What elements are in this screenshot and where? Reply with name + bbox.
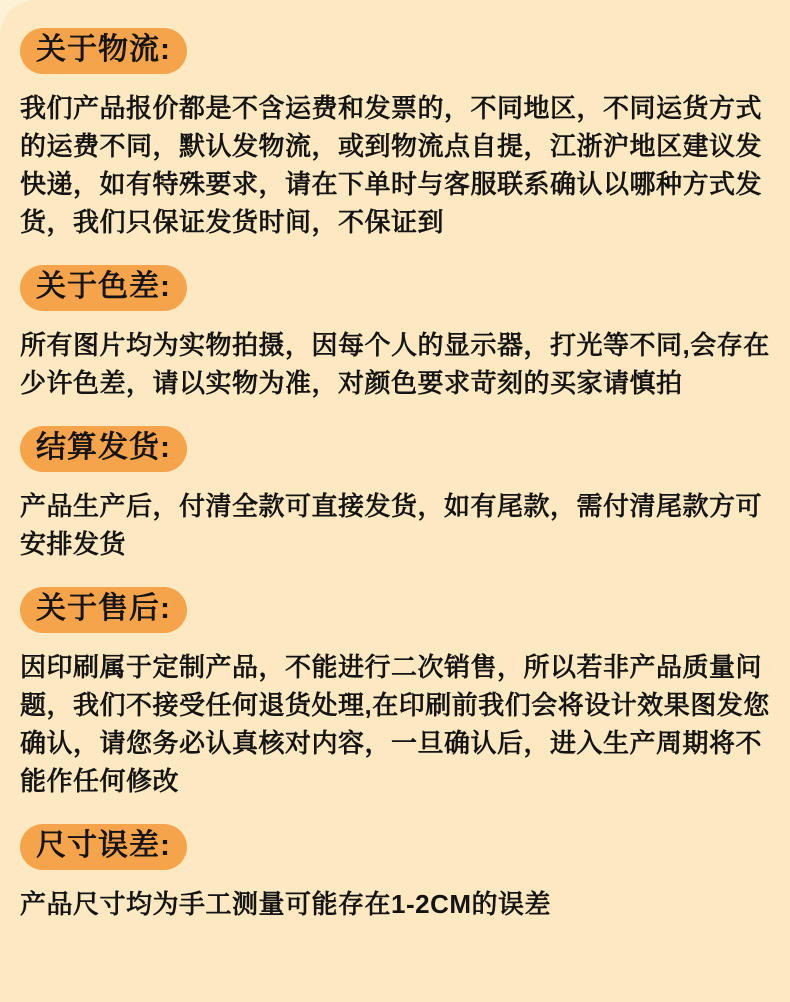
section-after-sales xyxy=(20,587,770,800)
section-text-settlement-shipping: 产品生产后，付清全款可直接发货，如有尾款，需付清尾款方可安排发货 xyxy=(20,491,763,559)
section-label-logistics: 关于物流: xyxy=(20,28,187,74)
section-label-size-tolerance: 尺寸误差: xyxy=(20,824,187,870)
section-logistics xyxy=(20,28,770,241)
section-size-tolerance xyxy=(20,824,770,923)
section-color-difference xyxy=(20,265,770,402)
section-label-color-difference: 关于色差: xyxy=(20,265,187,311)
section-text-logistics: 我们产品报价都是不含运费和发票的，不同地区，不同运货方式的运费不同，默认发物流，或到物流点自提，江浙沪地区建议发快递，如有特殊要求，请在下单时与客服联系确认以哪种方式发货，我们只保证发货时间，不保证到 xyxy=(20,93,763,237)
section-settlement-shipping xyxy=(20,426,770,563)
section-text-size-tolerance: 产品尺寸均为手工测量可能存在1-2CM的误差 xyxy=(20,889,552,919)
section-label-after-sales: 关于售后: xyxy=(20,587,187,633)
section-text-after-sales: 因印刷属于定制产品，不能进行二次销售，所以若非产品质量问题，我们不接受任何退货处理,在印刷前我们会将设计效果图发您确认，请您务必认真核对内容，一旦确认后，进入生产周期将不能作任何修改 xyxy=(20,652,770,796)
section-text-color-difference: 所有图片均为实物拍摄，因每个人的显示器，打光等不同,会存在少许色差，请以实物为准，对颜色要求苛刻的买家请慎拍 xyxy=(20,330,770,398)
section-label-settlement-shipping: 结算发货: xyxy=(20,426,187,472)
